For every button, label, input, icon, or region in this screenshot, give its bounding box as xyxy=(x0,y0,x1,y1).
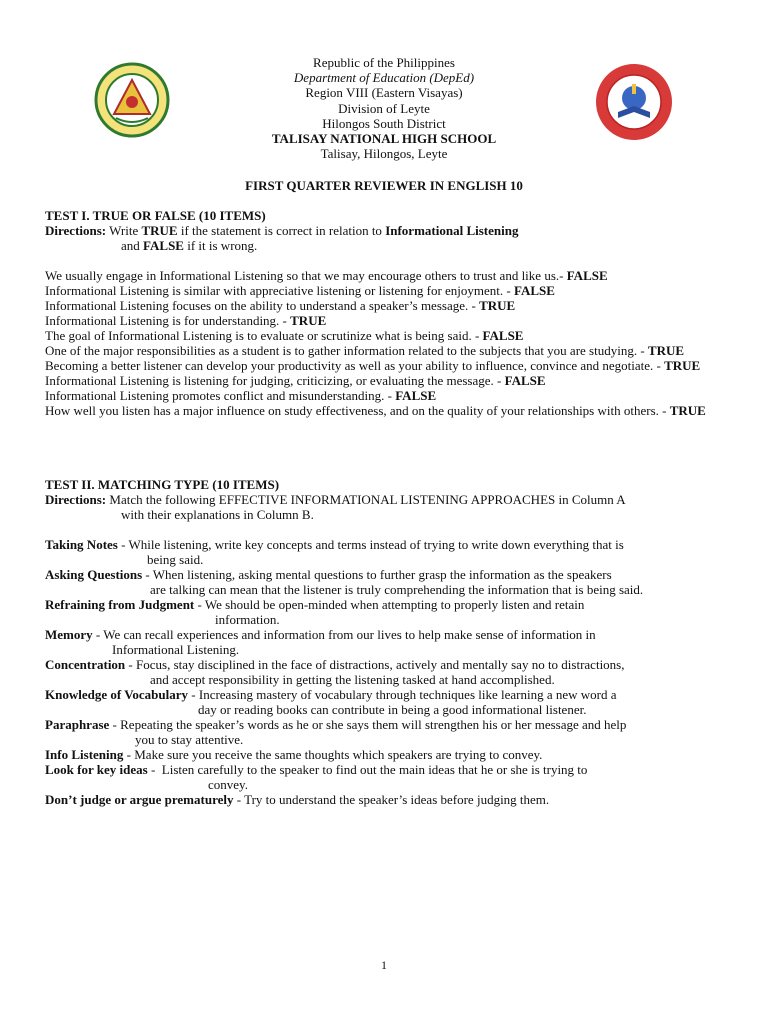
matching-explanation-cont: day or reading books can contribute in being a good informational listener. xyxy=(198,702,587,717)
matching-item: Knowledge of Vocabulary - Increasing mastery of vocabulary through techniques like learning a new word a day or reading books can contribute in being a good informational listener. xyxy=(45,687,735,717)
matching-item: Paraphrase - Repeating the speaker’s words as he or she says them will strengthen his or her message and help you to stay attentive. xyxy=(45,717,735,747)
matching-term: Knowledge of Vocabulary xyxy=(45,687,189,702)
matching-item: Taking Notes - While listening, write key concepts and terms instead of trying to write down everything that is being said. xyxy=(45,537,735,567)
matching-term: Asking Questions xyxy=(45,567,143,582)
document-title: FIRST QUARTER REVIEWER IN ENGLISH 10 xyxy=(245,178,523,193)
answer-label: TRUE xyxy=(664,358,701,373)
answer-label: TRUE xyxy=(669,403,706,418)
matching-explanation: Try to understand the speaker’s ideas before judging them. xyxy=(244,792,550,807)
matching-item: Info Listening - Make sure you receive the same thoughts which speakers are trying to convey. xyxy=(45,747,543,762)
true-false-item: One of the major responsibilities as a student is to gather information related to the subjects that you are studying. - TRUE xyxy=(45,343,685,358)
matching-term: Don’t judge or argue prematurely xyxy=(45,792,234,807)
matching-item: Concentration - Focus, stay disciplined in the face of distractions, actively and mentally say no to distractions, and accept responsibility in getting the listening tasked at hand accomplished. xyxy=(45,657,735,687)
true-false-item: Becoming a better listener can develop your productivity as well as your ability to influence, convince and negotiate. - TRUE xyxy=(45,358,701,373)
matching-item: Don’t judge or argue prematurely - Try to understand the speaker’s ideas before judging them. xyxy=(45,792,550,807)
matching-explanation: Increasing mastery of vocabulary through techniques like learning a new word a xyxy=(198,687,617,702)
header-line-deped: Department of Education (DepEd) xyxy=(293,70,475,86)
matching-item: Asking Questions - When listening, asking mental questions to further grasp the information as the speakers are talking can mean that the listener is truly comprehending the information that is being said. xyxy=(45,567,735,597)
matching-explanation-cont: and accept responsibility in getting the listening tasked at hand accomplished. xyxy=(150,672,555,687)
true-false-list xyxy=(45,268,735,418)
header-line-republic: Republic of the Philippines xyxy=(313,55,455,70)
matching-explanation-cont: being said. xyxy=(147,552,204,567)
answer-label: FALSE xyxy=(513,283,555,298)
matching-term: Look for key ideas xyxy=(45,762,148,777)
matching-explanation: We can recall experiences and information from our lives to help make sense of information in xyxy=(103,627,596,642)
matching-term: Memory xyxy=(45,627,93,642)
true-false-item: Informational Listening is similar with appreciative listening or listening for enjoyment. - FALSE xyxy=(45,283,555,298)
school-name: TALISAY NATIONAL HIGH SCHOOL xyxy=(271,131,497,147)
matching-explanation: Repeating the speaker’s words as he or she says them will strengthen his or her message and help xyxy=(120,717,627,732)
matching-explanation: We should be open-minded when attempting to properly listen and retain xyxy=(204,597,585,612)
test-2-section xyxy=(45,477,735,807)
matching-explanation: While listening, write key concepts and terms instead of trying to write down everything that is xyxy=(128,537,624,552)
page-number: 1 xyxy=(381,958,387,972)
matching-explanation: Listen carefully to the speaker to find out the main ideas that he or she is trying to xyxy=(161,762,588,777)
letterhead xyxy=(0,55,768,161)
test-1-directions: Directions: Write TRUE if the statement is correct in relation to Informational Listening xyxy=(45,223,519,238)
true-false-item: The goal of Informational Listening is to evaluate or scrutinize what is being said. - FALSE xyxy=(45,328,524,343)
answer-label: TRUE xyxy=(647,343,685,358)
true-false-item: Informational Listening promotes conflict and misunderstanding. - FALSE xyxy=(45,388,437,403)
matching-term: Refraining from Judgment xyxy=(45,597,195,612)
matching-item: Refraining from Judgment - We should be open-minded when attempting to properly listen and retain information. xyxy=(45,597,735,627)
true-false-item: We usually engage in Informational Listening so that we may encourage others to trust and like us.- FALSE xyxy=(45,268,608,283)
matching-explanation-cont: you to stay attentive. xyxy=(135,732,244,747)
test-1-section xyxy=(45,208,735,418)
matching-explanation-cont: convey. xyxy=(208,777,248,792)
true-false-item: How well you listen has a major influence on study effectiveness, and on the quality of your relationships with others. - TRUE xyxy=(45,403,706,418)
matching-explanation-cont: Informational Listening. xyxy=(112,642,240,657)
matching-item: Memory - We can recall experiences and information from our lives to help make sense of information in Informational Listening. xyxy=(45,627,735,657)
matching-explanation-cont: are talking can mean that the listener is truly comprehending the information that is being said. xyxy=(150,582,644,597)
matching-explanation: Focus, stay disciplined in the face of distractions, actively and mentally say no to distractions, xyxy=(136,657,625,672)
answer-label: TRUE xyxy=(479,298,516,313)
matching-explanation-cont: information. xyxy=(215,612,280,627)
matching-term: Info Listening xyxy=(45,747,124,762)
test-2-heading: TEST II. MATCHING TYPE (10 ITEMS) xyxy=(45,477,280,492)
matching-item: Look for key ideas - Listen carefully to the speaker to find out the main ideas that he or she is trying to convey. xyxy=(45,762,735,792)
test-2-directions-cont: with their explanations in Column B. xyxy=(121,507,314,522)
test-1-directions-cont: and FALSE if it is wrong. xyxy=(121,238,258,253)
answer-label: TRUE xyxy=(290,313,327,328)
answer-label: FALSE xyxy=(504,373,546,388)
answer-label: FALSE xyxy=(395,388,437,403)
true-false-item: Informational Listening is for understanding. - TRUE xyxy=(45,313,327,328)
answer-label: FALSE xyxy=(566,268,608,283)
matching-explanation: Make sure you receive the same thoughts which speakers are trying to convey. xyxy=(134,747,543,762)
answer-label: FALSE xyxy=(482,328,524,343)
matching-list xyxy=(45,537,735,807)
header-line-district: Hilongos South District xyxy=(322,115,446,131)
matching-term: Concentration xyxy=(45,657,126,672)
test-2-directions: Directions: Match the following EFFECTIVE INFORMATIONAL LISTENING APPROACHES in Column A xyxy=(45,492,626,507)
true-false-item: Informational Listening focuses on the ability to understand a speaker’s message. - TRUE xyxy=(45,298,516,313)
school-address: Talisay, Hilongos, Leyte xyxy=(320,146,448,162)
matching-explanation: When listening, asking mental questions to further grasp the information as the speakers xyxy=(152,567,612,582)
matching-term: Paraphrase xyxy=(45,717,110,732)
test-1-heading: TEST I. TRUE OR FALSE (10 ITEMS) xyxy=(45,208,266,223)
true-false-item: Informational Listening is listening for judging, criticizing, or evaluating the message. - FALSE xyxy=(45,373,546,388)
header-line-region: Region VIII (Eastern Visayas) xyxy=(305,85,463,101)
matching-term: Taking Notes xyxy=(45,537,118,552)
header-line-division: Division of Leyte xyxy=(338,100,430,116)
